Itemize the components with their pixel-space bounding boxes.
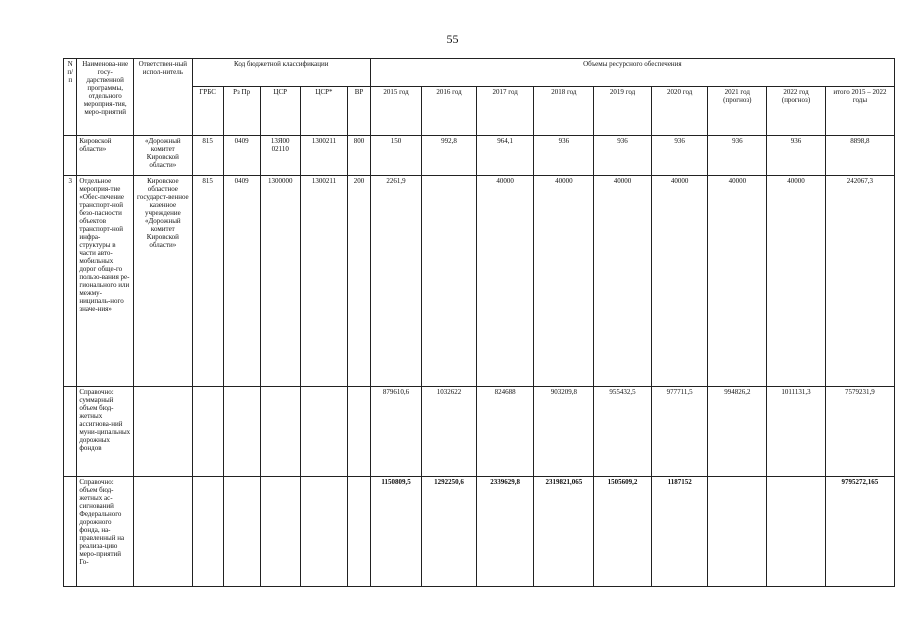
cell-value — [767, 477, 826, 587]
cell-vr: 800 — [348, 136, 371, 176]
cell-vr — [348, 477, 371, 587]
cell-rzpr: 0409 — [223, 176, 260, 387]
header-budget-code: Код бюджетной классификации — [192, 59, 370, 87]
cell-value: 903209,8 — [534, 387, 594, 477]
header-volumes: Объемы ресурсного обеспечения — [370, 59, 894, 87]
cell-value: 1011131,3 — [767, 387, 826, 477]
cell-value: 936 — [594, 136, 652, 176]
cell-value: 40000 — [534, 176, 594, 387]
cell-value: 1032622 — [422, 387, 477, 477]
cell-value: 150 — [370, 136, 421, 176]
cell-csr2: 1300211 — [300, 176, 347, 387]
cell-value: 977711,5 — [651, 387, 708, 477]
cell-value: 1150809,5 — [370, 477, 421, 587]
cell-value: 824688 — [476, 387, 534, 477]
header-year: 2022 год (прогноз) — [767, 87, 826, 136]
header-year: 2015 год — [370, 87, 421, 136]
cell-value: 40000 — [594, 176, 652, 387]
cell-total: 9795272,165 — [825, 477, 894, 587]
header-row — [64, 59, 895, 87]
cell-total: 7579231,9 — [825, 387, 894, 477]
cell-rzpr — [223, 477, 260, 587]
cell-name: Справочно: суммарный объем бюд-жетных ассигнова-ний муни-ципальных дорожных фондов — [77, 387, 134, 477]
cell-vr — [348, 387, 371, 477]
cell-value: 936 — [534, 136, 594, 176]
cell-value: 40000 — [708, 176, 767, 387]
header-year: 2018 год — [534, 87, 594, 136]
header-n: N п/п — [64, 59, 77, 136]
cell-value: 2339629,8 — [476, 477, 534, 587]
header-year: 2017 год — [476, 87, 534, 136]
cell-total: 242067,3 — [825, 176, 894, 387]
header-executor: Ответствен-ный испол-нитель — [134, 59, 193, 136]
cell-grbs — [192, 477, 223, 587]
table-row — [64, 136, 895, 176]
cell-grbs: 815 — [192, 176, 223, 387]
cell-name: Отдельное мероприя-тие «Обес-печение транспорт-ной безо-пасности объектов транспорт-ной инфра-структуры в части авто-мобильных дорог обще-го пользо-вания ре-гионального или межму-ниципаль-ного значе-ния» — [77, 176, 134, 387]
cell-executor: Кировское областное государст-венное казенное учреждение «Дорожный комитет Кировской области» — [134, 176, 193, 387]
cell-value: 994826,2 — [708, 387, 767, 477]
cell-executor — [134, 477, 193, 587]
cell-csr — [260, 477, 300, 587]
cell-vr: 200 — [348, 176, 371, 387]
header-name: Наименова-ние госу-дарственной программы, отдельного мероприя-тия, меро-приятий — [77, 59, 134, 136]
cell-grbs: 815 — [192, 136, 223, 176]
cell-value: 40000 — [476, 176, 534, 387]
cell-value: 1505609,2 — [594, 477, 652, 587]
cell-n — [64, 136, 77, 176]
header-year: 2016 год — [422, 87, 477, 136]
cell-value: 879610,6 — [370, 387, 421, 477]
cell-executor — [134, 387, 193, 477]
cell-csr: 1300000 — [260, 176, 300, 387]
cell-value — [708, 477, 767, 587]
cell-csr2 — [300, 387, 347, 477]
cell-n: 3 — [64, 176, 77, 387]
cell-value — [422, 176, 477, 387]
header-year: 2020 год — [651, 87, 708, 136]
cell-value: 2319821,065 — [534, 477, 594, 587]
table-row — [64, 477, 895, 587]
cell-value: 936 — [651, 136, 708, 176]
header-vr: ВР — [348, 87, 371, 136]
header-total: итого 2015 – 2022 годы — [825, 87, 894, 136]
cell-value: 40000 — [767, 176, 826, 387]
cell-grbs — [192, 387, 223, 477]
header-rzpr: Рз Пр — [223, 87, 260, 136]
header-year: 2021 год (прогноз) — [708, 87, 767, 136]
cell-value: 992,8 — [422, 136, 477, 176]
header-year: 2019 год — [594, 87, 652, 136]
cell-value: 1292250,6 — [422, 477, 477, 587]
cell-name: Справочно: объем бюд-жетных ас-сигнований Федерального дорожного фонда, на-правленный на реализа-цию меро-приятий Го- — [77, 477, 134, 587]
cell-name: Кировской области» — [77, 136, 134, 176]
table-row — [64, 176, 895, 387]
page-number: 55 — [446, 32, 459, 46]
cell-value: 1187152 — [651, 477, 708, 587]
cell-n — [64, 387, 77, 477]
cell-rzpr: 0409 — [223, 136, 260, 176]
cell-csr: 13Я00 02110 — [260, 136, 300, 176]
header-csr: ЦСР — [260, 87, 300, 136]
cell-total: 8898,8 — [825, 136, 894, 176]
header-grbs: ГРБС — [192, 87, 223, 136]
resource-table — [63, 58, 895, 587]
header-csr2: ЦСР* — [300, 87, 347, 136]
cell-n — [64, 477, 77, 587]
cell-rzpr — [223, 387, 260, 477]
cell-value: 40000 — [651, 176, 708, 387]
cell-value: 964,1 — [476, 136, 534, 176]
cell-executor: «Дорожный комитет Кировской области» — [134, 136, 193, 176]
cell-value: 936 — [767, 136, 826, 176]
cell-csr — [260, 387, 300, 477]
cell-value: 2261,9 — [370, 176, 421, 387]
cell-csr2: 1300211 — [300, 136, 347, 176]
cell-csr2 — [300, 477, 347, 587]
cell-value: 955432,5 — [594, 387, 652, 477]
cell-value: 936 — [708, 136, 767, 176]
table-row — [64, 387, 895, 477]
